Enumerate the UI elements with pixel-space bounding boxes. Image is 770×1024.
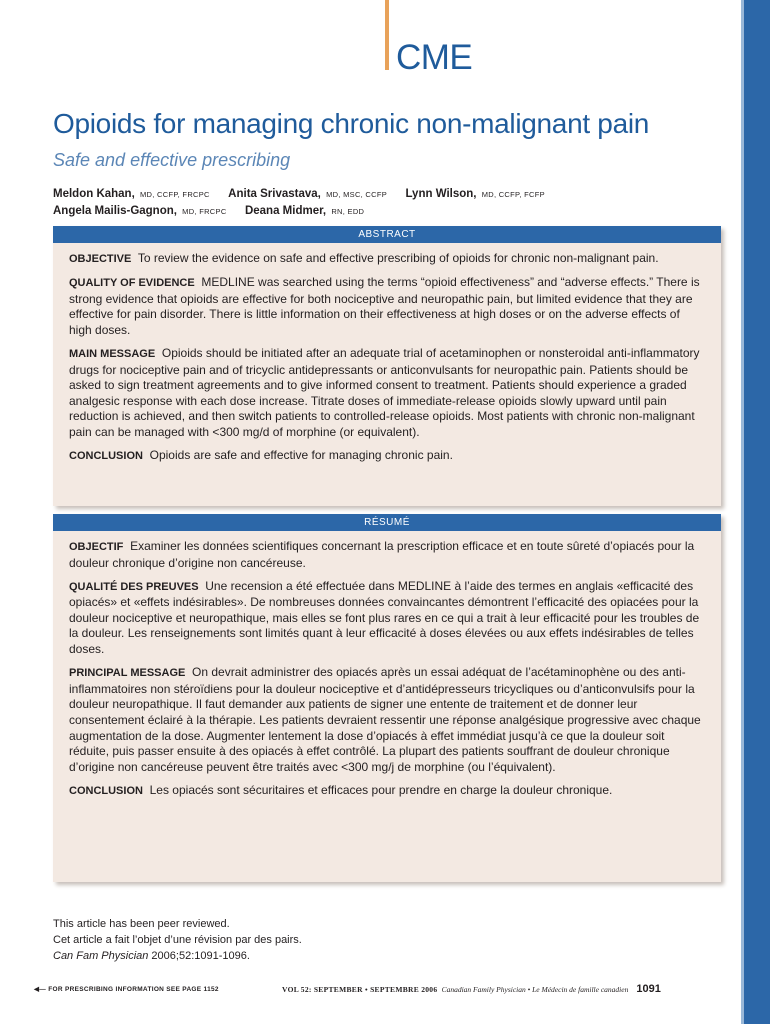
resume-conclusion xyxy=(69,783,705,800)
peer-review-note-en: This article has been peer reviewed. xyxy=(53,918,230,930)
abstract-body xyxy=(53,243,721,465)
author-name: Deana Midmer, xyxy=(244,205,327,217)
author-credentials: MD, MSC, CCFP xyxy=(326,190,388,199)
author-name: Angela Mailis-Gagnon, xyxy=(53,205,177,217)
section-text: MEDLINE was searched using the terms “opioid effectiveness” and “adverse effects.” There is strong evidence that opioids are effective for both nociceptive and neuropathic pain, but limited evidence that they are effective for pain disorder. There is little information on their effectiveness at high doses or on the adverse effects of high doses. xyxy=(69,275,700,337)
section-label: MAIN MESSAGE xyxy=(69,347,156,360)
abstract-box xyxy=(53,226,721,506)
resume-objectif xyxy=(69,539,705,571)
section-label: CONCLUSION xyxy=(69,784,143,797)
resume-box xyxy=(53,514,721,882)
section-label: CONCLUSION xyxy=(69,450,143,463)
section-text: Opioids should be initiated after an adequate trial of acetaminophen or nonsteroidal anti-inflammatory drugs for nociceptive pain and of tricyclic antidepressants or anticonvulsants for neuropathic pain. Patients should be asked to sign treatment agreements and to give informed consent to treatment. Patients should experience a graded analgesic response with each dose increase. Titrate doses of immediate-release opioids slowly upward until pain reduction is achieved, and then switch patients to controlled-release opioids. Most patients with chronic non-malignant pain can be managed with <300 mg/d of morphine (or equivalent). xyxy=(69,345,700,439)
peer-review-note-fr: Cet article a fait l’objet d’une révision par des pairs. xyxy=(53,934,302,946)
author-name: Lynn Wilson, xyxy=(405,188,477,200)
author-name: Meldon Kahan, xyxy=(53,188,135,200)
section-label: PRINCIPAL MESSAGE xyxy=(69,667,186,680)
citation-details: 2006;52:1091-1096. xyxy=(148,950,250,962)
resume-qualite xyxy=(69,579,705,658)
author-credentials: MD, CCFP, FRCPC xyxy=(139,190,210,199)
author-list xyxy=(53,186,545,220)
author-credentials: MD, CCFP, FCFP xyxy=(481,190,545,199)
abstract-quality xyxy=(69,275,705,338)
author-line-2 xyxy=(53,203,545,220)
section-label: QUALITÉ DES PREUVES xyxy=(69,580,199,593)
abstract-heading: ABSTRACT xyxy=(53,226,721,243)
author-line-1 xyxy=(53,186,545,203)
prescribing-text: FOR PRESCRIBING INFORMATION SEE PAGE 1152 xyxy=(48,986,219,993)
abstract-conclusion xyxy=(69,448,705,465)
page-number: 1091 xyxy=(636,983,661,995)
arrow-left-icon: ◀— xyxy=(34,986,47,993)
resume-body xyxy=(53,531,721,799)
prescribing-info xyxy=(34,985,219,993)
author-credentials: MD, FRCPC xyxy=(182,207,227,216)
resume-principal-message xyxy=(69,665,705,775)
section-label: OBJECTIVE xyxy=(69,253,132,265)
section-label: CME xyxy=(396,38,473,77)
author-credentials: RN, EDD xyxy=(331,207,365,216)
right-edge-bar xyxy=(744,0,770,1024)
abstract-objective xyxy=(69,251,705,268)
section-rule xyxy=(385,0,389,70)
section-label: OBJECTIF xyxy=(69,541,124,553)
article-title: Opioids for managing chronic non-malignant pain xyxy=(53,108,650,139)
section-text: Examiner les données scientifiques concernant la prescription efficace et en toute sûreté d’opiacés pour la douleur chronique d’origine non cancéreuse. xyxy=(69,539,695,570)
section-text: To review the evidence on safe and effective prescribing of opioids for chronic non-malignant pain. xyxy=(137,251,659,265)
article-subtitle: Safe and effective prescribing xyxy=(53,150,291,170)
author-name: Anita Srivastava, xyxy=(228,188,321,200)
section-text: Opioids are safe and effective for managing chronic pain. xyxy=(149,448,453,463)
page-footer xyxy=(282,983,661,995)
section-text: Les opiacés sont sécuritaires et efficaces pour prendre en charge la douleur chronique. xyxy=(149,782,613,797)
citation xyxy=(53,948,302,964)
citation-journal: Can Fam Physician xyxy=(53,950,149,962)
section-text: Une recension a été effectuée dans MEDLINE à l’aide des termes en anglais «efficacité des opiacés» et «effets indésirables». De nombreuses données convaincantes démontrent l’efficacité des opiacées pour la douleur nociceptive et neuropathique, mais elles se font plus rares en ce qui a trait à leur efficacité pour les troubles de la douleur. Les renseignements sont limités quant à leur efficacité à doses élevées ou aux effets indésirables de telles doses. xyxy=(69,578,700,657)
abstract-main-message xyxy=(69,346,705,441)
journal-name: Canadian Family Physician • Le Médecin de famille canadien xyxy=(441,985,629,994)
section-label: QUALITY OF EVIDENCE xyxy=(69,277,195,290)
section-text: On devrait administrer des opiacés après un essai adéquat de l’acétaminophène ou des anti-inflammatoires non stéroïdiens pour la douleur nociceptive et d’antidépresseurs tricycliques ou d’anticonvulsifs pour la douleur neuropathique. Il faut demander aux patients de signer une entente de traitement et de donner leur consentement éclairé à la thérapie. Les patients devraient ressentir une réponse analgésique progressive avec chaque augmentation de la dose. Augmenter lentement la dose d’opiacés à effet immédiat jusqu’à ce que la douleur soit réduite, puis passer ensuite à des opiacés à effet contrôlé. La plupart des patients souffrant de douleur chronique d’origine non cancéreuse peuvent être traités avec <300 mg/j de morphine (ou l’équivalent). xyxy=(69,665,701,774)
volume-info: VOL 52: SEPTEMBER • SEPTEMBRE 2006 xyxy=(282,985,438,994)
review-notes xyxy=(53,916,302,964)
resume-heading: RÉSUMÉ xyxy=(53,514,721,531)
